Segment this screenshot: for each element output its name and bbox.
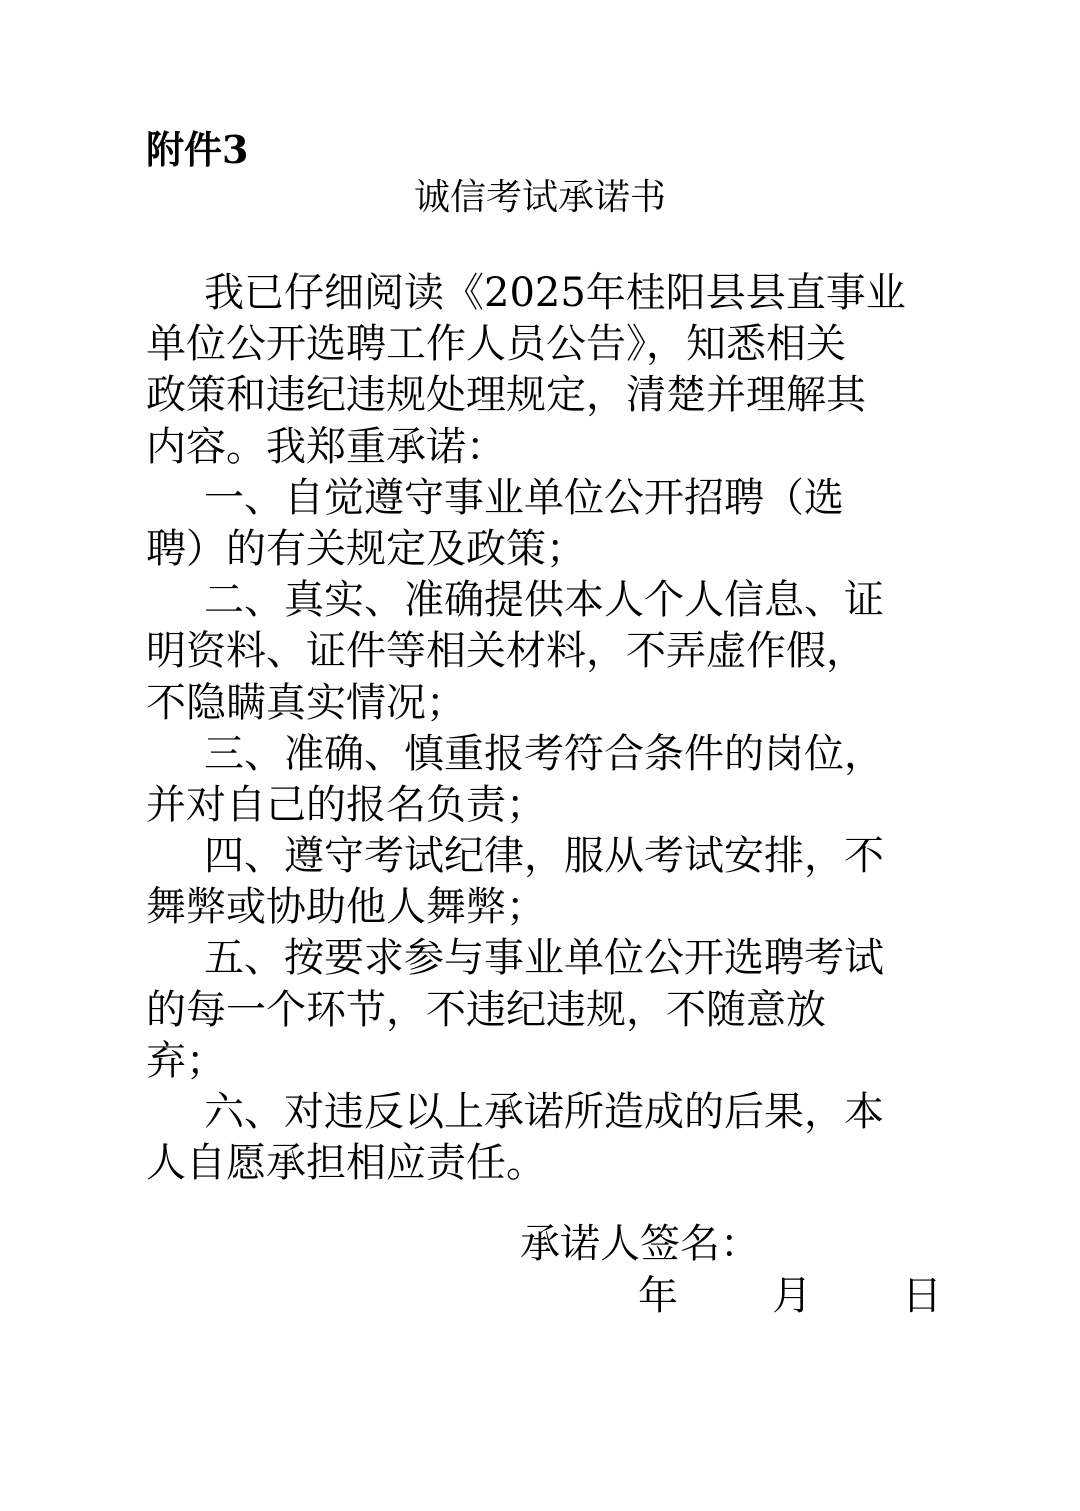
body-line: 不隐瞒真实情况；	[146, 679, 466, 726]
body-line: 明资料、证件等相关材料，不弄虚作假，	[146, 628, 866, 675]
body-line: 一、自觉遵守事业单位公开招聘（选	[204, 474, 844, 521]
body-line: 四、遵守考试纪律，服从考试安排，不	[204, 833, 884, 880]
body-line: 并对自己的报名负责；	[146, 781, 546, 828]
body-line: 二、真实、准确提供本人个人信息、证	[204, 577, 884, 624]
date-month-label: 月	[772, 1273, 812, 1319]
body-line: 人自愿承担相应责任。	[146, 1140, 546, 1187]
body-line: 我已仔细阅读《2025年桂阳县县直事业	[204, 270, 906, 316]
document-title: 诚信考试承诺书	[413, 177, 666, 218]
body-line: 的每一个环节，不违纪违规，不随意放	[146, 986, 826, 1033]
pledge-body	[146, 268, 946, 1189]
body-line: 五、按要求参与事业单位公开选聘考试	[204, 935, 884, 982]
attachment-label: 附件3	[146, 127, 249, 172]
body-line: 内容。我郑重承诺：	[146, 423, 506, 470]
signature-label: 承诺人签名：	[520, 1221, 760, 1267]
body-line: 聘）的有关规定及政策；	[146, 525, 586, 572]
body-line: 政策和违纪违规处理规定，清楚并理解其	[146, 372, 866, 419]
date-day-label: 日	[902, 1273, 942, 1319]
date-year-label: 年	[638, 1273, 678, 1319]
body-line: 舞弊或协助他人舞弊；	[146, 884, 546, 931]
body-line: 六、对违反以上承诺所造成的后果，本	[204, 1089, 884, 1135]
body-line: 三、准确、慎重报考符合条件的岗位，	[204, 730, 884, 777]
body-line: 弃；	[146, 1037, 226, 1084]
body-line: 单位公开选聘工作人员公告》，知悉相关	[146, 321, 846, 368]
